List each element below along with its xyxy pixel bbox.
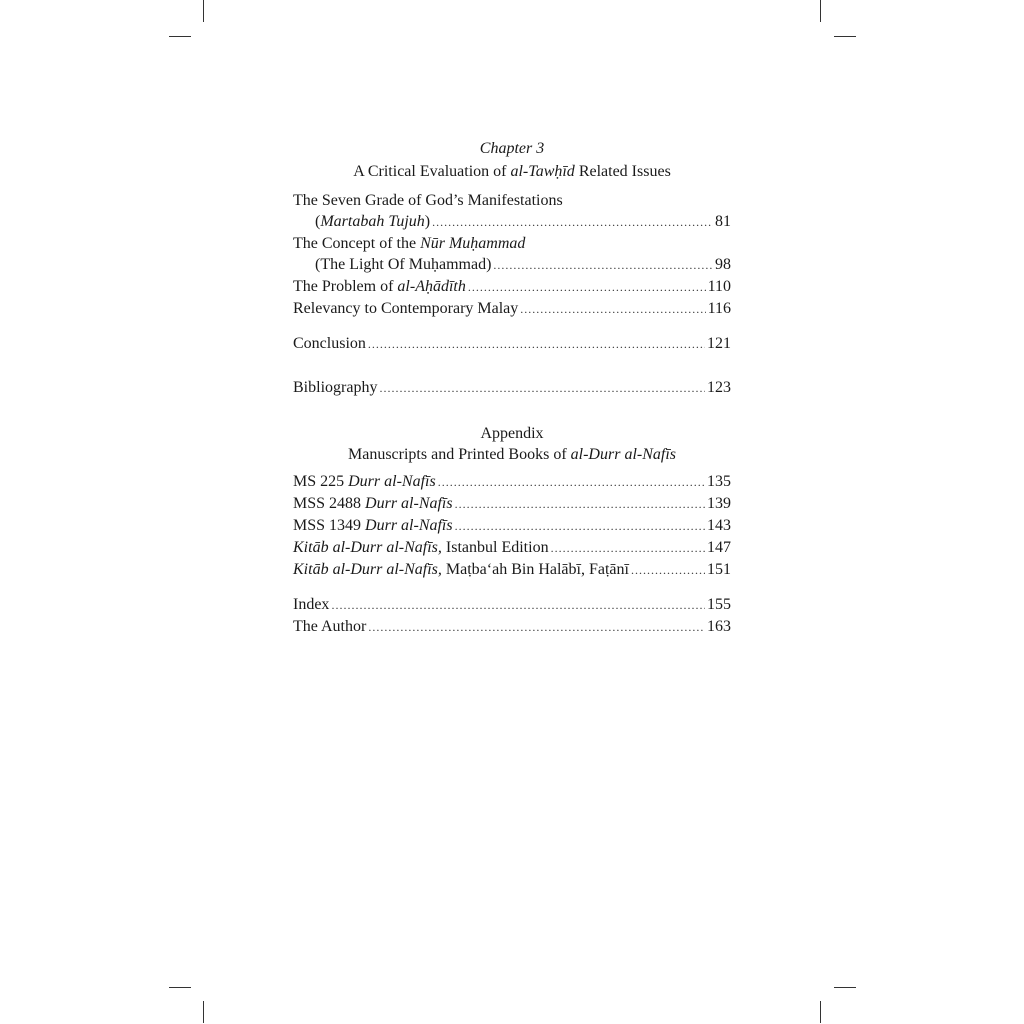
toc-page-number: 116	[707, 300, 731, 317]
toc-entry-label: MS 225 Durr al-Nafīs	[293, 473, 436, 490]
crop-mark-bottom-right-horizontal	[834, 987, 856, 988]
toc-entry-label: (The Light Of Muḥammad)	[315, 256, 492, 273]
dot-leader	[551, 538, 705, 559]
toc-entry-mss-2488[interactable]	[293, 493, 731, 515]
dot-leader	[368, 334, 705, 355]
crop-mark-bottom-left-vertical	[203, 1001, 204, 1023]
toc-entry-label: The Problem of al-Aḥādīth	[293, 278, 466, 295]
toc-page-number: 139	[707, 495, 731, 512]
crop-mark-top-right-vertical	[820, 0, 821, 22]
crop-mark-top-left-vertical	[203, 0, 204, 22]
appendix-label: Appendix	[480, 425, 544, 442]
toc-entry-kitab-istanbul[interactable]	[293, 537, 731, 559]
crop-mark-bottom-left-horizontal	[169, 987, 191, 988]
toc-entry-bibliography[interactable]	[293, 377, 731, 399]
toc-entry-ms-225[interactable]	[293, 471, 731, 493]
toc-entry-author[interactable]	[293, 616, 731, 638]
toc-entry-seven-grade-line1: The Seven Grade of God’s Manifestations	[293, 192, 563, 209]
toc-entry-mss-1349[interactable]	[293, 515, 731, 537]
toc-entry-label: Bibliography	[293, 379, 378, 396]
toc-entry-nur-muhammad-line1: The Concept of the Nūr Muḥammad	[293, 235, 526, 252]
dot-leader	[368, 617, 705, 638]
toc-entry-kitab-fatani[interactable]	[293, 559, 731, 581]
toc-entry-label: MSS 1349 Durr al-Nafīs	[293, 517, 453, 534]
crop-mark-top-right-horizontal	[834, 36, 856, 37]
toc-entry-label: MSS 2488 Durr al-Nafīs	[293, 495, 453, 512]
toc-page-number: 143	[707, 517, 731, 534]
toc-entry-index[interactable]	[293, 594, 731, 616]
toc-entry-label: Index	[293, 596, 330, 613]
dot-leader	[432, 212, 713, 233]
toc-page-number: 110	[707, 278, 731, 295]
chapter-label: Chapter 3	[479, 140, 545, 157]
dot-leader	[438, 472, 705, 493]
toc-entry-seven-grade[interactable]	[293, 211, 731, 233]
toc-entry-label: (Martabah Tujuh)	[315, 213, 431, 230]
crop-mark-top-left-horizontal	[169, 36, 191, 37]
dot-leader	[493, 255, 713, 276]
dot-leader	[455, 516, 705, 537]
toc-entry-label: Relevancy to Contemporary Malay	[293, 300, 519, 317]
toc-entry-label: Conclusion	[293, 335, 366, 352]
dot-leader	[631, 560, 705, 581]
crop-mark-bottom-right-vertical	[820, 1001, 821, 1023]
chapter-title-suffix: Related Issues	[574, 163, 671, 180]
toc-entry-label: Kitāb al-Durr al-Nafīs, Maṭba‘ah Bin Halābī, Faṭānī	[293, 561, 629, 578]
chapter-title-italic: al-Tawḥīd	[510, 163, 575, 180]
toc-page-number: 147	[707, 539, 731, 556]
appendix-title: Manuscripts and Printed Books of al-Durr al-Nafīs	[348, 446, 676, 463]
toc-entry-label: The Author	[293, 618, 367, 635]
toc-entry-conclusion[interactable]	[293, 333, 731, 355]
toc-page-number: 98	[715, 256, 731, 273]
toc-entry-problem-ahadith[interactable]	[293, 276, 731, 298]
toc-page-number: 151	[707, 561, 731, 578]
dot-leader	[520, 299, 705, 320]
dot-leader	[331, 595, 705, 616]
toc-entry-nur-muhammad[interactable]	[293, 254, 731, 276]
dot-leader	[468, 277, 706, 298]
dot-leader	[455, 494, 705, 515]
toc-entry-relevancy[interactable]	[293, 298, 731, 320]
toc-page-number: 123	[707, 379, 731, 396]
toc-page-number: 135	[707, 473, 731, 490]
chapter-title-prefix: A Critical Evaluation of	[353, 163, 511, 180]
toc-page-number: 121	[707, 335, 731, 352]
chapter-title	[293, 160, 731, 184]
toc-page-number: 81	[715, 213, 731, 230]
dot-leader	[379, 378, 705, 399]
toc-page-number: 163	[707, 618, 731, 635]
table-of-contents	[293, 138, 731, 638]
toc-page-number: 155	[707, 596, 731, 613]
toc-entry-label: Kitāb al-Durr al-Nafīs, Istanbul Edition	[293, 539, 549, 556]
